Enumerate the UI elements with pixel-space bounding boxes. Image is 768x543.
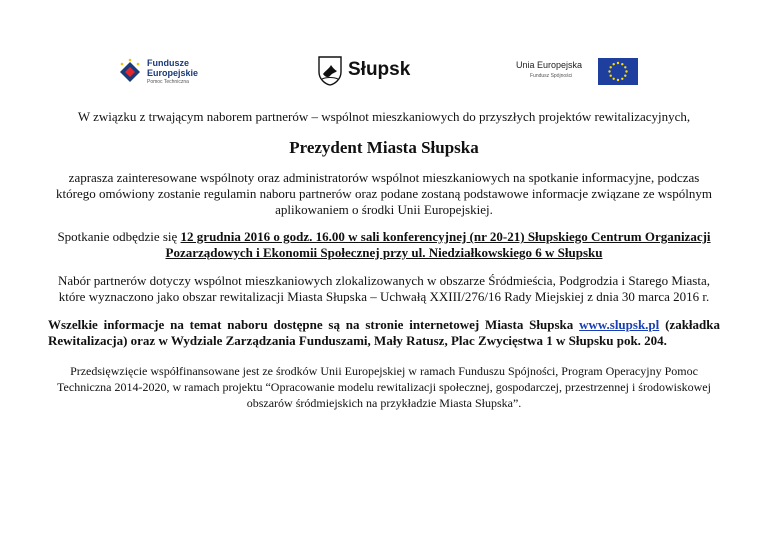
slupsk-name: Słupsk xyxy=(348,59,411,80)
page-title: Prezydent Miasta Słupska xyxy=(289,138,479,157)
fundusze-europejskie-icon xyxy=(116,56,144,86)
ue-line1: Unia Europejska xyxy=(516,60,583,70)
ue-line2: Fundusz Spójności xyxy=(530,73,573,79)
fe-line2: Europejskie xyxy=(147,68,199,78)
info-suffix: (zakładka Rewitalizacja) oraz w Wydziale Zarządzania Funduszami, Mały Ratusz, Plac Zwycięstwa 1 w Słupsku pok. 204. xyxy=(48,317,720,348)
info-paragraph xyxy=(48,317,720,349)
slupsk-website-link[interactable]: www.slupsk.pl xyxy=(579,317,660,332)
info-prefix: Wszelkie informacje na temat naboru dostępne są na stronie internetowej Miasta Słupska xyxy=(48,317,580,332)
slupsk-logo xyxy=(318,56,428,88)
invitation-text: zaprasza zainteresowane wspólnoty oraz administratorów wspólnot mieszkaniowych na spotkanie informacyjne, podczas którego omówiony zostanie regulamin naboru partnerów oraz podane zostaną podstawowe informacje związane ze wspólnym aplikowaniem o środki Unii Europejskiej. xyxy=(56,170,712,217)
meeting-details: 12 grudnia 2016 o godz. 16.00 w sali konferencyjnej (nr 20-21) Słupskiego Centrum Organizacji Pozarządowych i Ekonomii Społecznej przy ul. Niedziałkowskiego 6 w Słupsku xyxy=(165,229,711,260)
fe-line1: Fundusze xyxy=(147,58,189,68)
fe-line3: Pomoc Techniczna xyxy=(147,79,189,85)
logo-bar xyxy=(0,52,768,92)
intro-text: W związku z trwającym naborem partnerów – wspólnot mieszkaniowych do przyszłych projektów rewitalizacyjnych, xyxy=(77,109,691,124)
unia-europejska-logo xyxy=(516,58,646,90)
meeting-paragraph xyxy=(48,229,720,261)
cofinancing-text: Przedsięwzięcie współfinansowane jest ze środków Unii Europejskiej w ramach Funduszu Spójności, Program Operacyjny Pomoc Techniczna 2014-2020, w ramach projektu “Opracowanie modelu rewitalizacji społecznej, gospodarczej, przestrzennej i środowiskowej obszarów śródmiejskich na przykładzie Miasta Słupska”. xyxy=(57,364,711,410)
eu-flag-icon xyxy=(598,58,638,85)
slupsk-crest-icon xyxy=(318,56,342,86)
fundusze-europejskie-logo xyxy=(116,52,206,90)
area-text: Nabór partnerów dotyczy wspólnot mieszkaniowych zlokalizowanych w obszarze Śródmieścia, Podgrodzia i Starego Miasta, które wyznaczono jako obszar rewitalizacji Miasta Słupska – Uchwałą XXIII/276/16 Rady Miejskiej z dnia 30 marca 2016 r. xyxy=(58,273,710,304)
meeting-prefix: Spotkanie odbędzie się xyxy=(57,229,181,244)
announcement xyxy=(48,109,720,411)
